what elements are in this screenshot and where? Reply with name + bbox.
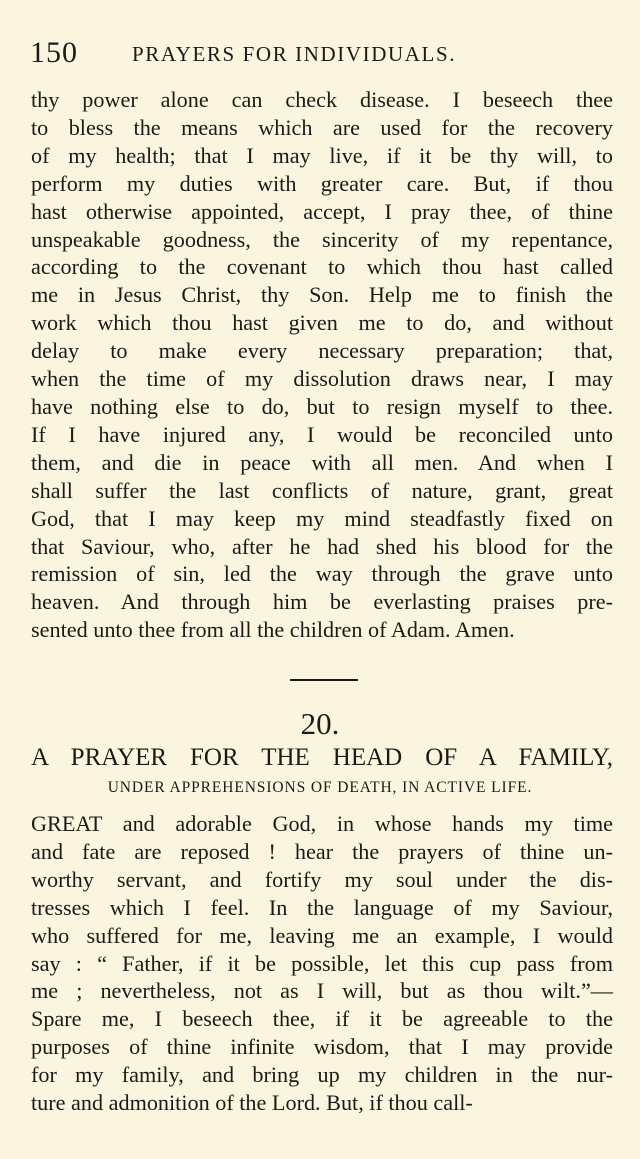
text-line: have nothing else to do, but to resign myself to thee. [31,393,613,419]
text-line: them, and die in peace with all men. And when I [31,449,613,475]
section-subtitle: UNDER APPREHENSIONS OF DEATH, IN ACTIVE LIFE. [107,779,533,796]
text-line: me ; nevertheless, not as I will, but as thou wilt.”— [31,978,613,1004]
text-line: me in Jesus Christ, thy Son. Help me to finish the [31,282,613,308]
text-line: and fate are reposed ! hear the prayers of thine un- [31,838,613,864]
text-line: delay to make every necessary preparation; that, [31,338,613,364]
text-line: purposes of thine infinite wisdom, that I may provide [31,1034,613,1060]
text-line: sented unto thee from all the children of Adam. Amen. [31,617,515,643]
running-head: PRAYERS FOR INDIVIDUALS. [132,42,457,66]
text-line: for my family, and bring up my children in the nur- [31,1062,613,1088]
text-line: to bless the means which are used for the recovery [31,114,613,140]
section-title: A PRAYER FOR THE HEAD OF A FAMILY, [31,744,613,771]
text-line: If I have injured any, I would be reconciled unto [31,421,613,447]
text-line: say : “ Father, if it be possible, let this cup pass from [31,950,613,976]
text-line: according to the covenant to which thou hast called [31,254,613,280]
text-line: unspeakable goodness, the sincerity of my repentance, [31,226,613,252]
prayer-continuation-paragraph [31,86,613,644]
text-line: when the time of my dissolution draws near, I may [31,366,613,392]
text-line: hast otherwise appointed, accept, I pray thee, of thine [31,198,613,224]
text-line: worthy servant, and fortify my soul under the dis- [31,866,613,892]
text-line: of my health; that I may live, if it be thy will, to [31,142,613,168]
section-divider [290,679,358,681]
text-line: who suffered for me, leaving me an example, I would [31,922,613,948]
text-line: GREAT and adorable God, in whose hands my time [31,811,613,836]
text-line: thy power alone can check disease. I beseech thee [31,87,613,112]
text-line: that Saviour, who, after he had shed his blood for the [31,533,613,559]
text-line: God, that I may keep my mind steadfastly fixed on [31,505,613,531]
page-number: 150 [30,36,78,69]
text-line: perform my duties with greater care. But, if thou [31,170,613,196]
text-line: Spare me, I beseech thee, if it be agreeable to the [31,1006,613,1032]
page-header [30,36,620,70]
text-line: heaven. And through him be everlasting praises pre- [31,589,613,615]
prayer-paragraph [31,810,613,1117]
text-line: remission of sin, led the way through the grave unto [31,561,613,587]
text-line: work which thou hast given me to do, and without [31,310,613,336]
text-line: ture and admonition of the Lord. But, if thou call- [31,1090,473,1116]
text-line: tresses which I feel. In the language of my Saviour, [31,894,613,920]
section-number: 20. [300,706,340,741]
text-line: shall suffer the last conflicts of nature, grant, great [31,477,613,503]
